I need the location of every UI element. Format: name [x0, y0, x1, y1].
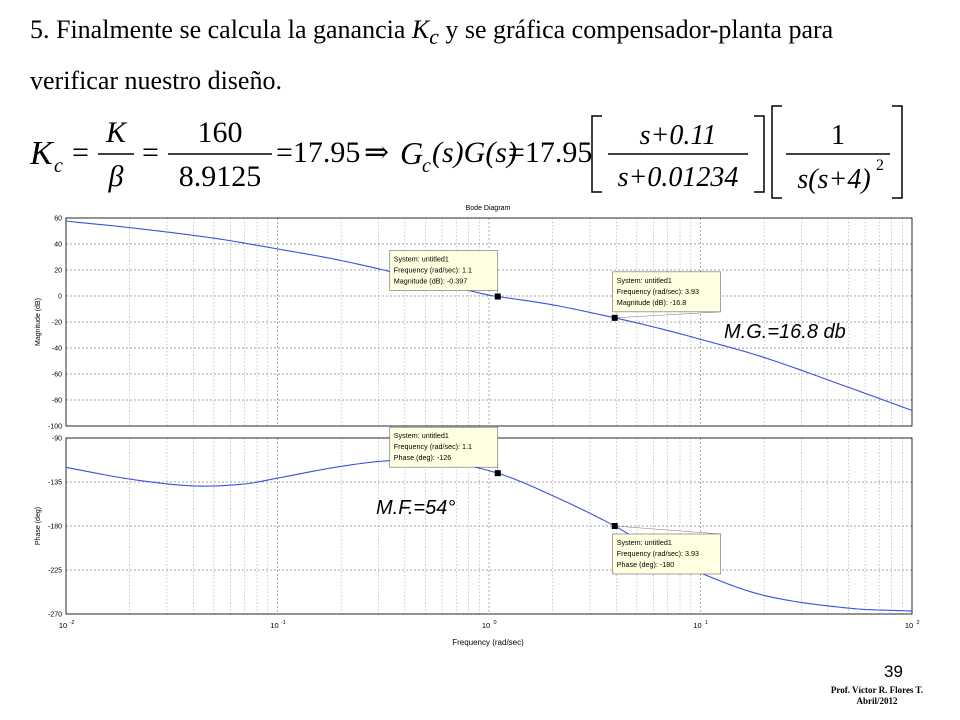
eq-transfer-rest: (s)G(s) [432, 136, 517, 169]
datatip-text: Frequency (rad/sec): 3.93 [616, 549, 700, 558]
phase-y-axis-label: Phase (deg) [35, 506, 42, 546]
magnitude-y-tick-label: -60 [51, 371, 62, 379]
author-name: Prof. Víctor R. Flores T. [830, 685, 924, 695]
phase-y-tick-label: -180 [47, 523, 62, 531]
magnitude-annotation: M.G.=16.8 db [724, 321, 846, 343]
magnitude-y-tick-label: 60 [54, 215, 62, 223]
eq-frac4-exp: 2 [876, 157, 884, 174]
datatip-text: Magnitude (dB): -16.8 [616, 297, 687, 307]
x-tick-label: 10 [693, 621, 702, 630]
phase-y-tick-label: -270 [47, 611, 62, 619]
datatip-text: System: untitled1 [393, 254, 449, 264]
heading-text-start: 5. Finalmente se calcula la ganancia [30, 15, 412, 44]
chart-title: Bode Diagram [465, 205, 511, 212]
kc-symbol: K [411, 15, 430, 44]
eq-g: G [400, 135, 424, 171]
panel-magnitude [35, 216, 912, 431]
eq-frac1-num: K [105, 116, 127, 149]
bode-diagram [0, 198, 960, 650]
datatip-text: Frequency (rad/sec): 3.93 [616, 286, 700, 296]
x-tick-label: 10 [270, 621, 279, 630]
datatip-marker [612, 315, 618, 321]
datatip-marker [495, 470, 501, 476]
panel-phase [35, 427, 912, 618]
equation-drawing [30, 104, 930, 200]
eq-frac1-den: β [108, 160, 124, 193]
x-tick-label: 10 [58, 621, 68, 630]
x-axis-label: Frequency (rad/sec) [452, 638, 524, 647]
phase-annotation: M.F.=54° [376, 497, 456, 519]
eq-equals-1: = [72, 136, 89, 169]
datatip-marker [495, 294, 501, 300]
x-tick-label: 10 [481, 621, 491, 630]
eq-bracket-right-1 [754, 116, 764, 192]
footer-credit [812, 685, 942, 707]
magnitude-y-tick-label: -40 [51, 345, 62, 353]
x-tick-label: 10 [904, 621, 914, 630]
slide-heading [30, 8, 950, 103]
eq-kc: K [30, 135, 53, 172]
eq-g-sub: c [422, 155, 431, 177]
eq-value-1: =17.95 [276, 136, 361, 169]
datatip-text: Frequency (rad/sec): 1.1 [393, 442, 473, 452]
eq-bracket-left-1 [592, 116, 602, 192]
heading-text-end: y se gráfica compensador-planta para [438, 15, 834, 44]
x-tick-exponent: -1 [281, 620, 286, 626]
heading-line-1 [30, 8, 950, 59]
magnitude-y-tick-label: -80 [51, 397, 62, 405]
eq-frac2-num: 160 [197, 116, 243, 149]
datatip-text: Phase (deg): -180 [616, 560, 675, 569]
eq-equals-2: = [142, 136, 159, 169]
date-text: Abril/2012 [856, 696, 898, 706]
phase-y-tick-label: -135 [47, 479, 62, 487]
eq-bracket-right-2 [892, 106, 902, 198]
datatip-text: Phase (deg): -126 [393, 453, 452, 463]
datatip-text: System: untitled1 [393, 431, 449, 441]
eq-frac4-den: s(s+4) [797, 164, 871, 195]
eq-implies: ⇒ [364, 136, 390, 169]
magnitude-y-tick-label: -20 [51, 319, 62, 327]
eq-frac4-num: 1 [831, 120, 845, 151]
x-tick-exponent: 2 [916, 620, 920, 626]
eq-value-2: =17.95 [508, 136, 593, 169]
x-tick-exponent: 1 [704, 620, 709, 626]
datatip-text: Magnitude (dB): -0.397 [393, 276, 468, 286]
x-tick-exponent: -2 [69, 620, 75, 626]
magnitude-y-tick-label: 0 [58, 293, 62, 301]
magnitude-y-tick-label: -100 [47, 423, 62, 431]
x-tick-exponent: 0 [493, 620, 497, 626]
heading-line-2: verificar nuestro diseño. [30, 66, 282, 96]
kc-subscript: c [429, 25, 439, 50]
gain-equation [30, 104, 930, 200]
magnitude-y-tick-label: 40 [54, 241, 62, 249]
datatip-text: System: untitled1 [616, 538, 672, 547]
magnitude-annotation-unit: db [823, 321, 846, 343]
eq-kc-sub: c [54, 155, 63, 177]
eq-bracket-left-2 [772, 106, 782, 198]
bode-panels [35, 216, 920, 631]
datatip-marker [612, 523, 618, 529]
datatip-text: System: untitled1 [616, 275, 672, 285]
magnitude-y-axis-label: Magnitude (dB) [35, 298, 42, 346]
magnitude-y-tick-label: 20 [54, 267, 62, 275]
phase-y-tick-label: -225 [47, 567, 62, 575]
eq-frac2-den: 8.9125 [178, 160, 262, 193]
datatip-text: Frequency (rad/sec): 1.1 [393, 265, 473, 275]
eq-frac3-den: s+0.01234 [617, 162, 739, 193]
page-number: 39 [884, 662, 903, 681]
eq-frac3-num: s+0.11 [639, 120, 717, 151]
phase-y-tick-label: -90 [51, 435, 62, 443]
